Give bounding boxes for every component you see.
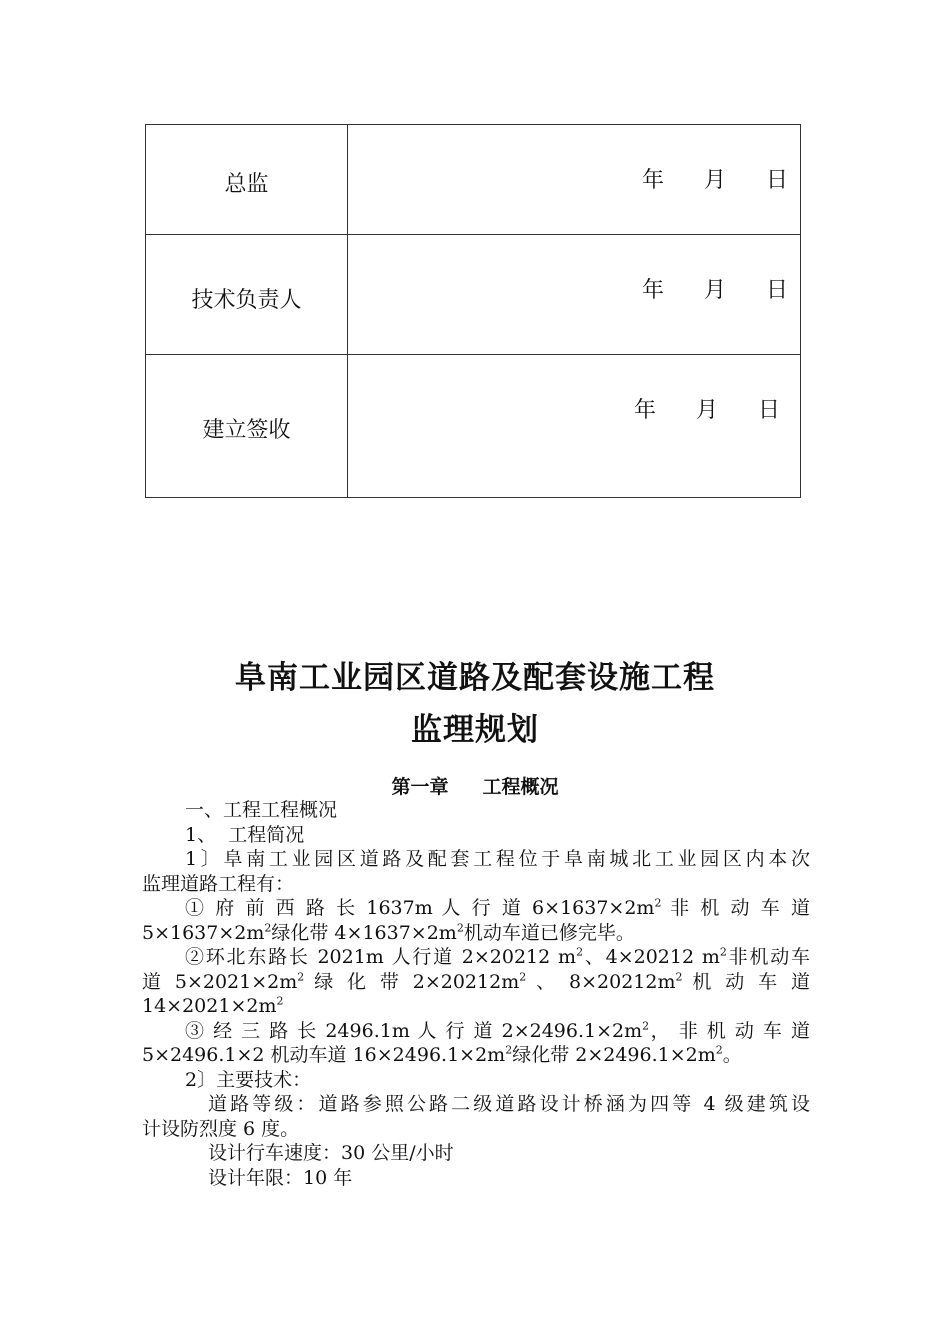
year-label: 年 (642, 278, 665, 303)
sign-date-cell (348, 125, 801, 235)
sign-label-chief: 总监 (224, 172, 269, 197)
road-item-line: $5\times 1637\times 2m^2$绿化带 $4\times 1637\times 2m^2$机动车道已修完毕。 (142, 921, 635, 944)
sign-label-cell (146, 355, 348, 498)
document-body (142, 798, 810, 1190)
year-label: 年 (642, 168, 665, 193)
sign-row-tech-lead (146, 235, 801, 355)
paragraph-line: 2〕主要技术： (185, 1068, 312, 1091)
sign-label-tech-lead: 技术负责人 (191, 288, 302, 313)
sign-label-receipt: 建立签收 (202, 418, 291, 443)
sign-date-cell (348, 355, 801, 498)
paragraph-line: 1〕阜南工业园区道路及配套工程位于阜南城北工业园区内本次 (185, 848, 810, 870)
tech-spec-line: 计设防烈度 6 度。 (142, 1117, 300, 1140)
chapter-title: 工程概况 (482, 776, 559, 798)
sign-row-chief (146, 125, 801, 235)
date-line (642, 163, 788, 194)
road-item-line: 道 $5\times 2021\times 2m^2$ 绿 化 带 $2\times 20212m^2$ 、 $8\times 20212m^2$ 机 动 车 道 (142, 970, 810, 993)
date-line (634, 393, 780, 424)
chapter-heading (0, 772, 950, 799)
subsection-number: 1、 (185, 823, 217, 846)
sign-row-receipt (146, 355, 801, 498)
chapter-number: 第一章 (391, 776, 449, 798)
document-title: 阜南工业园区道路及配套设施工程 (235, 660, 715, 696)
tech-spec-line: 设计年限：10 年 (208, 1166, 353, 1189)
month-label: 月 (696, 398, 719, 423)
day-label: 日 (758, 398, 781, 423)
year-label: 年 (634, 398, 657, 423)
month-label: 月 (704, 278, 727, 303)
road-item-line: 5×2496.1×2 机动车道 $16\times 2496.1\times 2m^2$绿化带 $2\times 2496.1\times 2m^2$。 (142, 1043, 742, 1066)
sign-date-cell (348, 235, 801, 355)
paragraph-line: 监理道路工程有： (142, 872, 295, 895)
section-heading: 一、工程工程概况 (185, 799, 338, 821)
sign-label-cell (146, 125, 348, 235)
subsection-title: 工程简况 (228, 823, 305, 846)
tech-spec-line: 设计行车速度：30 公里/小时 (208, 1142, 454, 1164)
sign-label-cell (146, 235, 348, 355)
day-label: 日 (766, 278, 789, 303)
road-item-line: ① 府 前 西 路 长 1637m 人 行 道 $6\times 1637\times 2m^2$ 非 机 动 车 道 (185, 896, 811, 919)
date-line (642, 273, 788, 304)
month-label: 月 (704, 168, 727, 193)
tech-spec-line: 道路等级：道路参照公路二级道路设计桥涵为四等 4 级建筑设 (208, 1093, 810, 1115)
subsection-heading (142, 823, 810, 848)
document-subtitle: 监理规划 (411, 712, 539, 748)
road-item-line: $14\times 2021\times 2m^2$ (142, 994, 284, 1017)
road-item-line: ②环北东路长 2021m 人行道 2×20212 $m^2$、4×20212 $m^2$非机动车 (185, 945, 810, 968)
day-label: 日 (766, 168, 789, 193)
signature-table (145, 124, 801, 498)
road-item-line: ③ 经 三 路 长 2496.1m 人 行 道 $2\times 2496.1\times 2m^2$， 非 机 动 车 道 (185, 1019, 811, 1042)
